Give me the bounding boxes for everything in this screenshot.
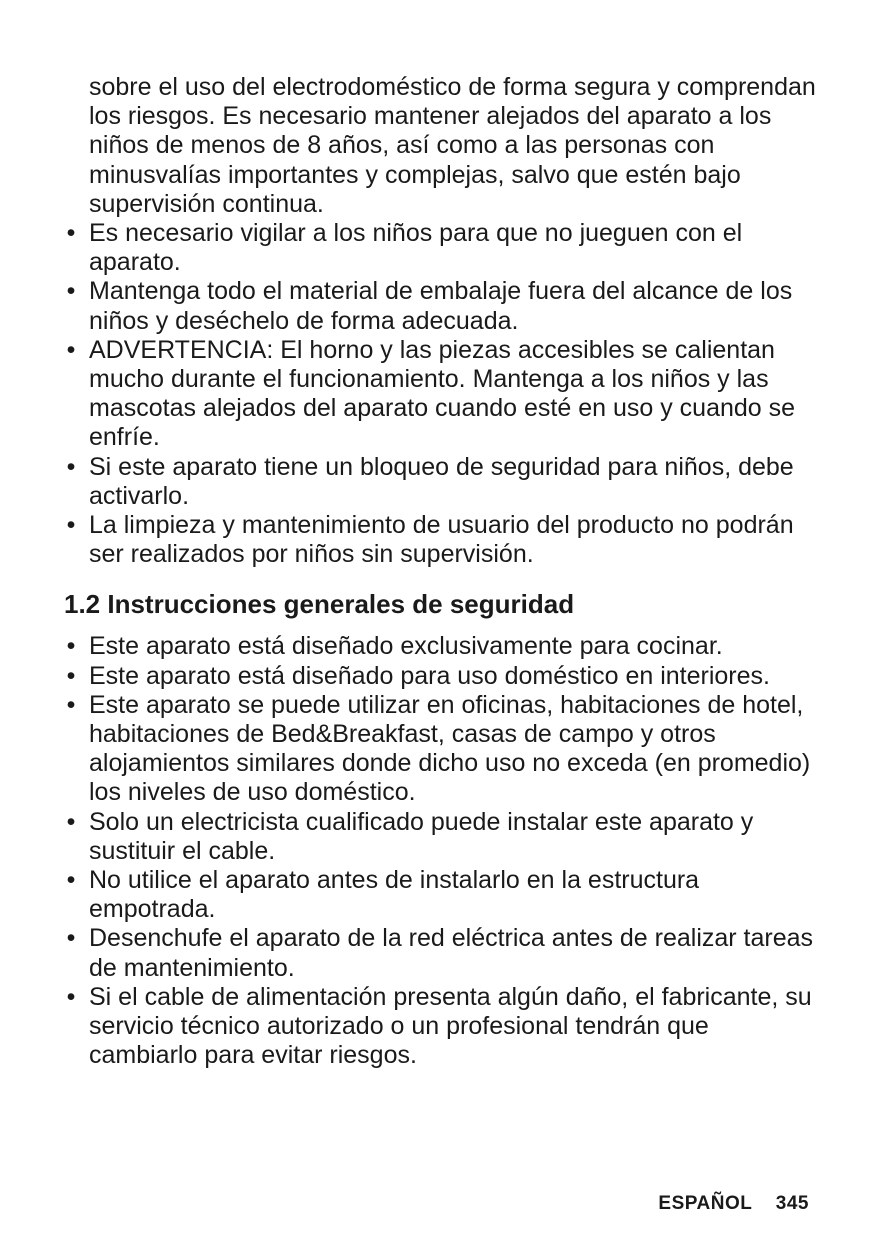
list-item-text: Este aparato está diseñado para uso doméstico en interiores.: [89, 661, 770, 690]
list-item-text: Solo un electricista cualificado puede instalar este aparato y sustituir el cable.: [89, 807, 754, 865]
list-item: [64, 924, 816, 982]
page-content: [64, 73, 816, 1071]
page-number: 345: [775, 1193, 809, 1214]
list-item: [64, 866, 816, 924]
list-item: [64, 277, 816, 335]
list-item: [64, 336, 816, 453]
list-item-text: La limpieza y mantenimiento de usuario del producto no podrán ser realizados por niños sin supervisión.: [89, 511, 794, 569]
list-item: [64, 453, 816, 511]
list-item-text: No utilice el aparato antes de instalarlo en la estructura empotrada.: [89, 866, 700, 924]
bullet-icon: •: [66, 982, 76, 1011]
page-footer: [658, 1193, 809, 1215]
list-item: [64, 983, 816, 1071]
list-item: [64, 662, 816, 691]
bullet-icon: •: [66, 924, 76, 953]
list-item-text: Este aparato se puede utilizar en oficinas, habitaciones de hotel, habitaciones de Bed&Breakfast, casas de campo y otros alojamientos similares donde dicho uso no exceda (en promedio) los niveles de uso doméstico.: [89, 690, 811, 807]
list-item-text: Si este aparato tiene un bloqueo de seguridad para niños, debe activarlo.: [89, 452, 794, 510]
list-item-text: Es necesario vigilar a los niños para que no jueguen con el aparato.: [89, 219, 743, 277]
bullet-icon: •: [66, 452, 76, 481]
list-item-text: Desenchufe el aparato de la red eléctrica antes de realizar tareas de mantenimiento.: [89, 924, 814, 982]
bullet-icon: •: [66, 661, 76, 690]
list-item-text: Este aparato está diseñado exclusivamente para cocinar.: [89, 632, 723, 661]
bullet-icon: •: [66, 866, 76, 895]
bullet-icon: •: [66, 632, 76, 661]
bullet-icon: •: [66, 219, 76, 248]
list-item: [64, 691, 816, 808]
bullet-icon: •: [66, 511, 76, 540]
general-safety-list: [64, 632, 816, 1070]
list-item: [64, 219, 816, 277]
children-safety-list: [64, 219, 816, 569]
intro-paragraph: sobre el uso del electrodoméstico de forma segura y comprendan los riesgos. Es necesario mantener alejados del aparato a los niños de menos de 8 años, así como a las personas con minusvalías importantes y complejas, salvo que estén bajo supervisión continua.: [89, 73, 816, 218]
bullet-icon: •: [66, 277, 76, 306]
list-item: [64, 632, 816, 661]
section-heading: 1.2 Instrucciones generales de seguridad: [64, 589, 575, 620]
footer-language: ESPAÑOL: [658, 1193, 753, 1214]
list-item: [64, 511, 816, 569]
list-item-text: Si el cable de alimentación presenta algún daño, el fabricante, su servicio técnico autorizado o un profesional tendrán que cambiarlo para evitar riesgos.: [89, 982, 812, 1070]
bullet-icon: •: [66, 690, 76, 719]
bullet-icon: •: [66, 335, 76, 364]
list-item: [64, 808, 816, 866]
list-item-text: ADVERTENCIA: El horno y las piezas accesibles se calientan mucho durante el funcionamiento. Mantenga a los niños y las mascotas alejados del aparato cuando esté en uso y cuando se enfríe.: [89, 335, 796, 452]
list-item-text: Mantenga todo el material de embalaje fuera del alcance de los niños y deséchelo de forma adecuada.: [89, 277, 793, 335]
bullet-icon: •: [66, 807, 76, 836]
